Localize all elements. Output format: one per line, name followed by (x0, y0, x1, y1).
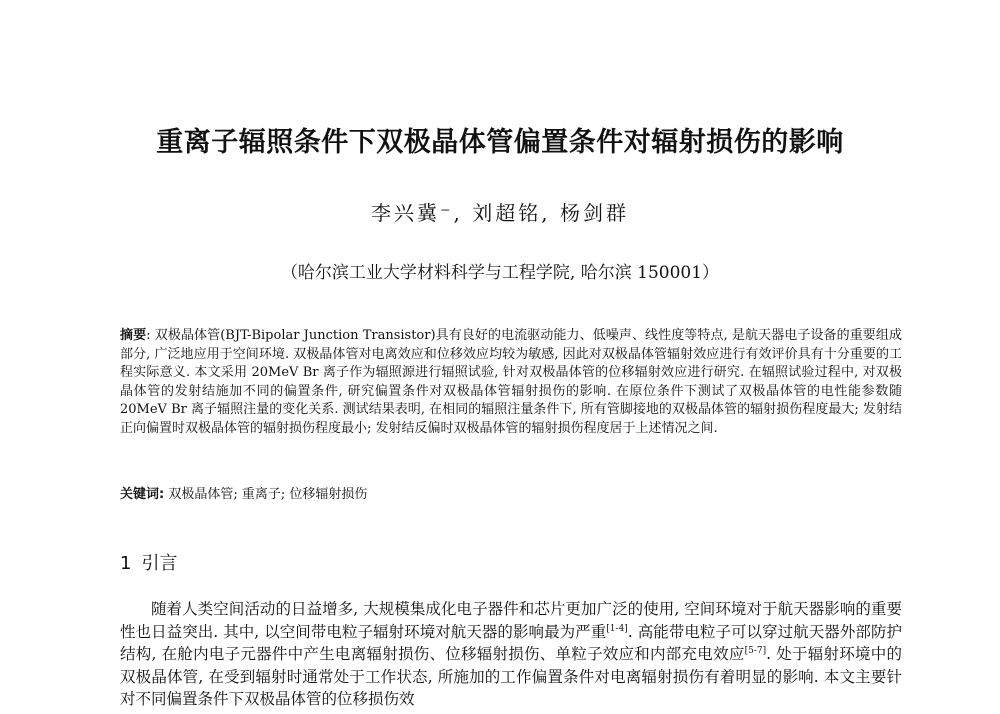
paper-title: 重离子辐照条件下双极晶体管偏置条件对辐射损伤的影响 (156, 127, 844, 158)
abstract-text: : 双极晶体管(BJT-Bipolar Junction Transistor)具有良好的电流驱动能力、低噪声、线性度等特点, 是航天器电子设备的重要组成部分, 广泛地应用于空间环境. 双极晶体管对电离效应和位移效应均较为敏感, 因此对双极晶体管辐射效应进行有效评价具有十分重要的工程实际意义. 本文采用 20MeV Br 离子作为辐照源进行辐照试验, 针对双极晶体管的位移辐射效应进行研究. 在辐照试验过程中, 对双极晶体管的发射结施加不同的偏置条件, 研究偏置条件对双极晶体管辐射损伤的影响. 在原位条件下测试了双极晶体管的电性能参数随 20MeV Br 离子辐照注量的变化关系. 测试结果表明, 在相同的辐照注量条件下, 所有管脚接地的双极晶体管的辐射损伤程度最大; 发射结正向偏置时双极晶体管的辐射损伤程度最小; 发射结反偏时双极晶体管的辐射损伤程度居于上述情况之间. (120, 328, 902, 436)
intro-text-2: . 高能带电粒子可以穿过航天器外部防护结构, 在舱内电子元器件中产生电离辐射损伤、位移辐射损伤、单粒子效应和内部充电效应 (120, 622, 903, 663)
section-heading (120, 549, 177, 575)
keywords-text: 双极晶体管; 重离子; 位移辐射损伤 (164, 487, 368, 502)
keywords (120, 483, 902, 502)
section-title: 引言 (141, 553, 178, 574)
intro-paragraph (120, 598, 902, 711)
author-list: 李兴冀⁻, 刘超铭, 杨剑群 (371, 201, 629, 225)
abstract (120, 327, 902, 438)
intro-text-3: . 处于辐射环境中的双极晶体管, 在受到辐射时通常处于工作状态, 所施加的工作偏置条件对电离辐射损伤有着明显的影响. 本文主要针对不同偏置条件下双极晶体管的位移损伤效 (120, 645, 902, 708)
section-number: 1 (120, 553, 132, 574)
citation-ref[interactable]: [5-7] (744, 645, 767, 656)
abstract-label: 摘要 (120, 328, 147, 343)
intro-text-1: 随着人类空间活动的日益增多, 大规模集成化电子器件和芯片更加广泛的使用, 空间环境对于航天器影响的重要性也日益突出. 其中, 以空间带电粒子辐射环境对航天器的影响最为严重 (120, 600, 902, 641)
keywords-label: 关键词: (120, 487, 165, 502)
citation-ref[interactable]: [1-4] (606, 623, 628, 634)
affiliation: （哈尔滨工业大学材料科学与工程学院, 哈尔滨 150001） (280, 263, 720, 283)
